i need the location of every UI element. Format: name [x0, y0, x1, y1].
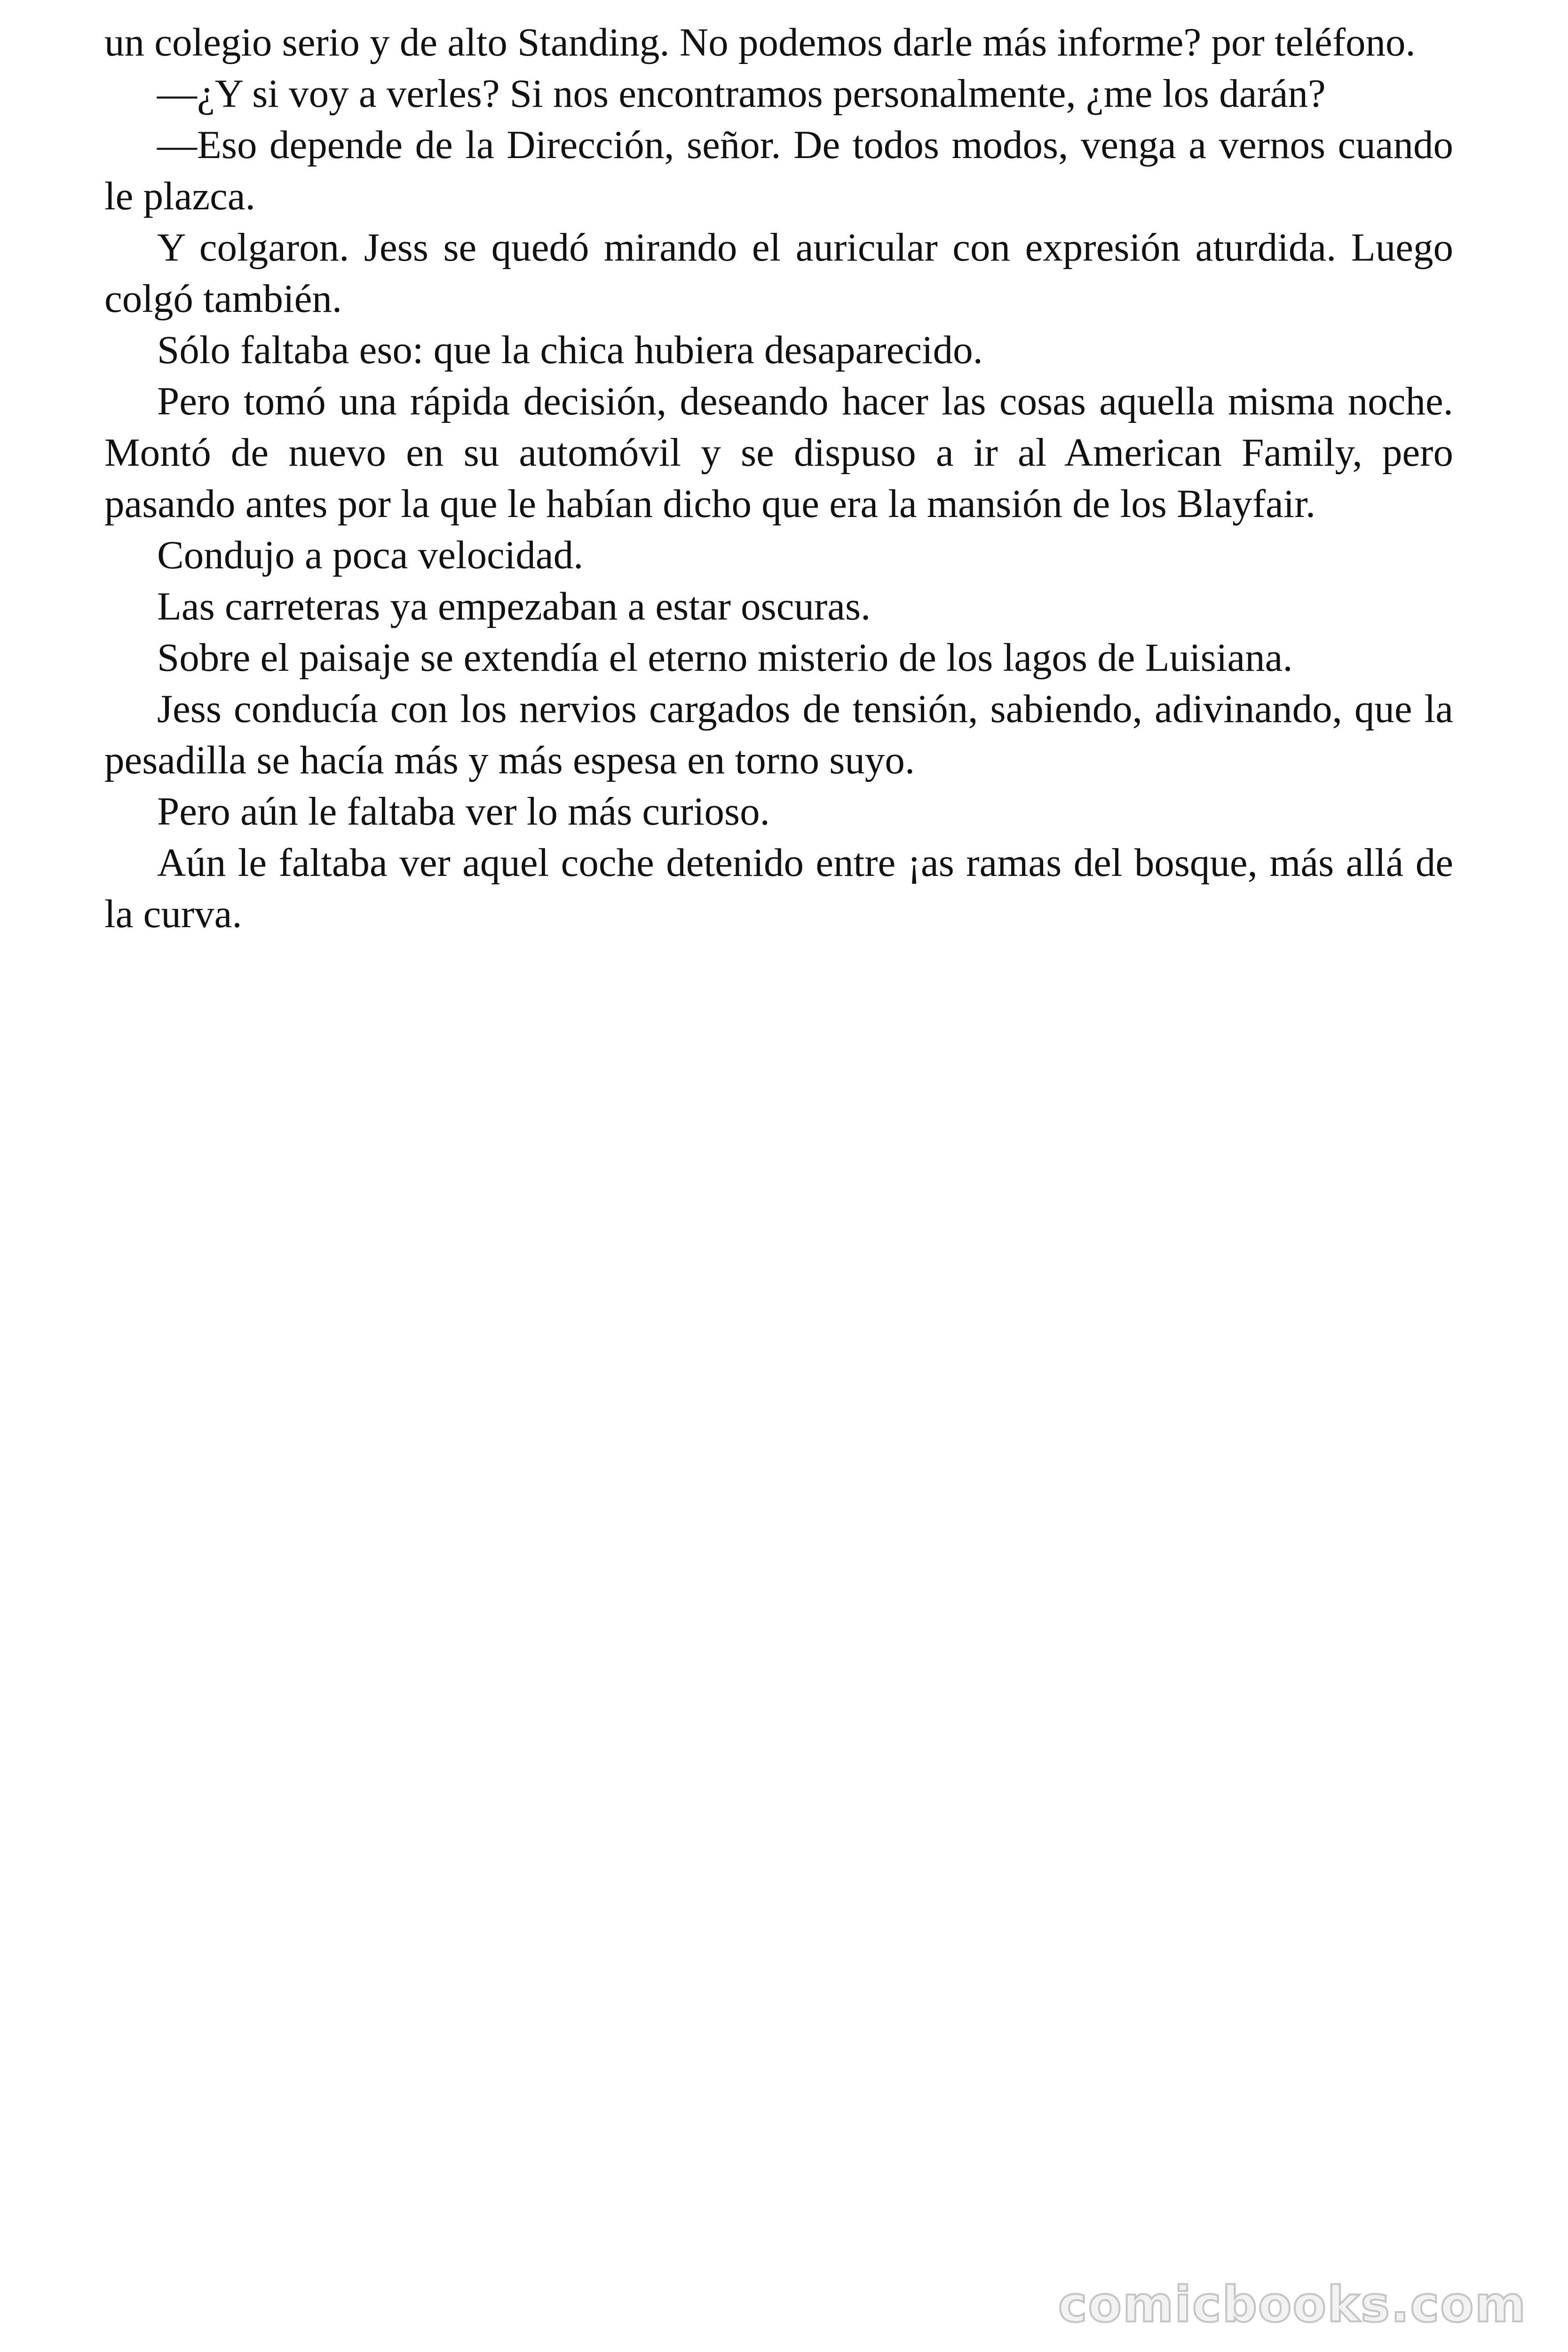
paragraph: Jess conducía con los nervios cargados de tensión, sabiendo, adivinando, que la pesadilla se hacía más y más espesa en torno suyo.: [104, 687, 1453, 782]
paragraph: —¿Y si voy a verles? Si nos encontramos personalmente, ¿me los darán?: [157, 72, 1326, 116]
paragraph: Pero aún le faltaba ver lo más curioso.: [157, 789, 770, 834]
body-text: [104, 17, 1453, 940]
paragraph: Condujo a poca velocidad.: [157, 533, 584, 577]
paragraph: Las carreteras ya empezaban a estar oscuras.: [157, 584, 871, 628]
paragraph: Y colgaron. Jess se quedó mirando el auricular con expresión aturdida. Luego colgó también.: [104, 225, 1453, 321]
paragraph: Pero tomó una rápida decisión, deseando hacer las cosas aquella misma noche. Montó de nuevo en su automóvil y se dispuso a ir al American Family, pero pasando antes por la que le habían dicho que era la mansión de los Blayfair.: [104, 379, 1453, 526]
paragraph: Aún le faltaba ver aquel coche detenido entre ¡as ramas del bosque, más allá de la curva.: [104, 841, 1453, 936]
paragraph: Sólo faltaba eso: que la chica hubiera desaparecido.: [157, 328, 983, 372]
watermark: comicbooks.com: [1058, 2276, 1527, 2333]
paragraph: —Eso depende de la Dirección, señor. De todos modos, venga a vernos cuando le plazca.: [104, 123, 1453, 218]
paragraph: Sobre el paisaje se extendía el eterno misterio de los lagos de Luisiana.: [157, 636, 1293, 680]
paragraph: un colegio serio y de alto Standing. No podemos darle más informe? por teléfono.: [104, 20, 1416, 64]
